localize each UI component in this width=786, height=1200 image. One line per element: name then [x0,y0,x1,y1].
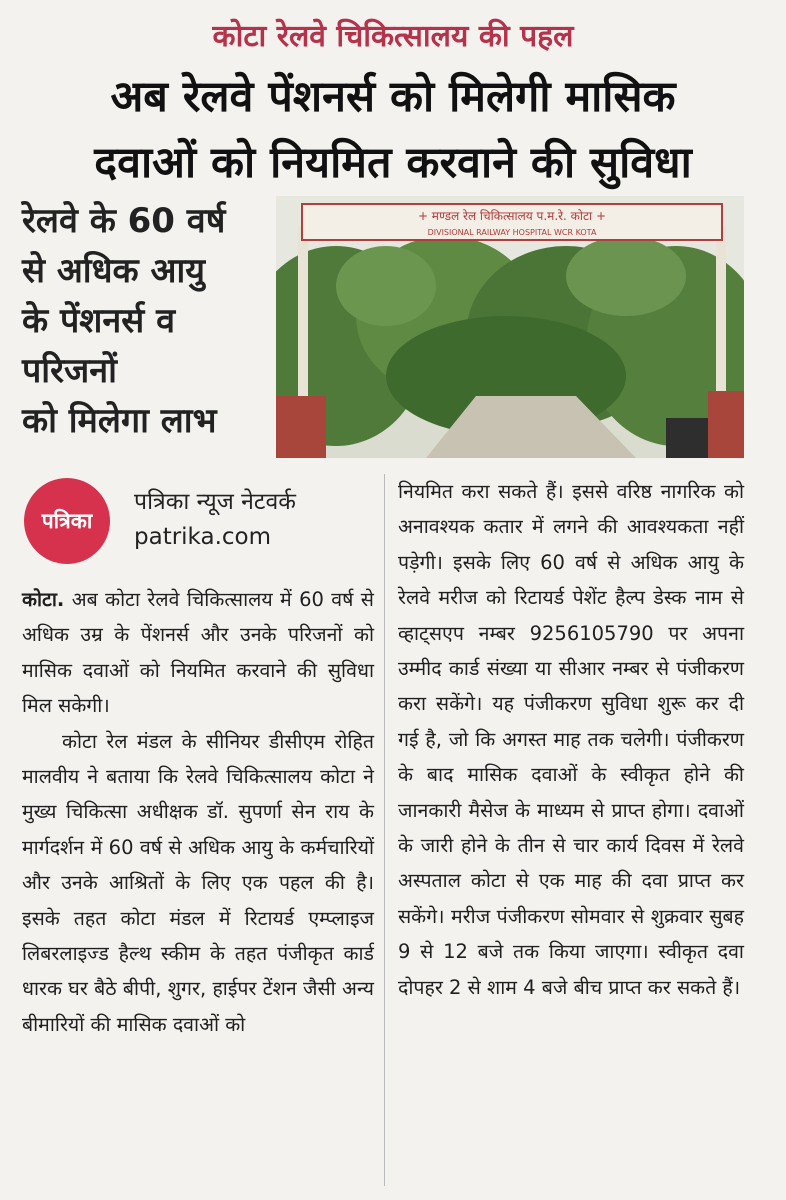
headline-line-2: दवाओं को नियमित करवाने की सुविधा [94,138,692,188]
subhead-line: को मिलेगा लाभ [22,401,217,441]
gate-sign-text: + मण्डल रेल चिकित्सालय प.म.रे. कोटा + [417,209,607,223]
patrika-logo [24,478,110,564]
subhead-line: रेलवे के 60 वर्ष [22,201,226,241]
website: patrika.com [134,524,272,550]
subhead-line: के पेंशनर्स व [22,301,175,341]
subhead-line: परिजनों [22,351,117,391]
paragraph-3: नियमित करा सकते हैं। इससे वरिष्ठ नागरिक को अनावश्यक कतार में लगने की आवश्यकता नहीं पड़ेगी। इसके लिए 60 वर्ष से अधिक आयु के रेलवे मरीज को रिटायर्ड पेशेंट हैल्प डेस्क नाम से व्हाट्सएप नम्बर 9256105790 पर अपना उम्मीद कार्ड संख्या या सीआर नम्बर से पंजीकरण करा सकेंगे। यह पंजीकरण सुविधा शुरू कर दी गई है, जो कि अगस्त माह तक चलेगी। पंजीकरण के बाद मासिक दवाओं के स्वीकृत होने की जानकारी मैसेज के माध्यम से प्राप्त होगा। दवाओं के जारी होने के तीन से चार कार्य दिवस में रेलवे अस्पताल कोटा से एक माह की दवा प्राप्त कर सकेंगे। मरीज पंजीकरण सोमवार से शुक्रवार सुबह 9 से 12 बजे तक किया जाएगा। स्वीकृत दवा दोपहर 2 से शाम 4 बजे बीच प्राप्त कर सकते हैं। [398,480,744,999]
hospital-gate-photo [276,196,744,458]
paragraph-2: कोटा रेल मंडल के सीनियर डीसीएम रोहित मालवीय ने बताया कि रेलवे चिकित्सालय कोटा ने मुख्य चिकित्सा अधीक्षक डॉ. सुपर्णा सेन राय के मार्गदर्शन में 60 वर्ष से अधिक आयु के कर्मचारियों और उनके आश्रितों के लिए एक पहल की है। इसके तहत कोटा मंडल में रिटायर्ड एम्प्लाइज लिबरलाइज्ड हैल्थ स्कीम के तहत पंजीकृत कार्ड धारक घर बैठे बीपी, शुगर, हाईपर टेंशन जैसी अन्य बीमारियों की मासिक दवाओं को [22,729,374,1036]
column-divider [384,474,385,1186]
logo-text: पत्रिका [41,509,93,533]
headline-line-1: अब रेलवे पेंशनर्स को मिलेगी मासिक [110,72,676,122]
photo-illustration [276,196,744,458]
byline [24,474,384,570]
subheadline [22,196,272,446]
kicker-headline: कोटा रेलवे चिकित्सालय की पहल [212,19,574,54]
main-headline [20,64,766,196]
paragraph-1-text: अब कोटा रेलवे चिकित्सालय में 60 वर्ष से अधिक उम्र के पेंशनर्स और उनके परिजनों को मासिक दवाओं को नियमित करवाने की सुविधा मिल सकेगी। [22,588,374,718]
subhead-line: से अधिक आयु [22,251,205,291]
dateline: कोटा. [22,588,65,611]
news-network: पत्रिका न्यूज नेटवर्क [134,489,296,515]
article-column-left [22,582,374,1042]
gate-sign-english: DIVISIONAL RAILWAY HOSPITAL WCR KOTA [427,228,597,237]
paragraph-1 [22,582,374,724]
article-column-right [398,474,744,1005]
